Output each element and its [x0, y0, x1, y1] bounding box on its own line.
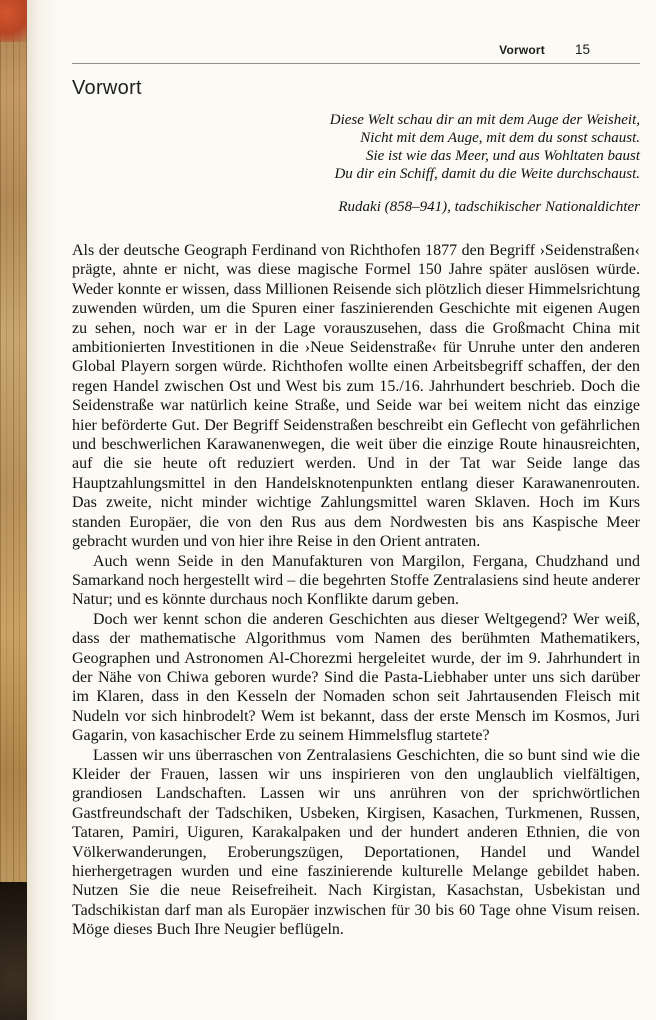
epigraph-attribution: Rudaki (858–941), tadschikischer Nationaldichter [338, 199, 640, 215]
chapter-title: Vorwort [72, 77, 142, 99]
paragraph: Doch wer kennt schon die anderen Geschichten aus dieser Weltgegend? Wer weiß, dass der mathematische Algorithmus vom Namen des berühmten Mathematikers, Geographen und Astronomen Al-Chorezmi hergeleitet wurde, der im 9. Jahrhundert in der Nähe von Chiwa geboren wurde? Sind die Pasta-Liebhaber unter uns sich darüber im Klaren, dass in den Kesseln der Nomaden schon seit Jahrtausenden Fleisch mit Nudeln vor sich hinbrodelt? Wem ist bekannt, dass der erste Mensch im Kosmos, Juri Gagarin, von kasachischer Erde zu seinem Himmelsflug startete? [72, 610, 640, 745]
running-head [72, 42, 640, 63]
epigraph-line: Du dir ein Schiff, damit du die Weite durchschaust. [334, 166, 640, 182]
paragraph: Auch wenn Seide in den Manufakturen von Margilon, Fergana, Chudzhand und Samarkand noch hergestellt wird – die begehrten Stoffe Zentralasiens sind heute anderer Natur; und es könnte durchaus noch Konflikte darum geben. [72, 552, 640, 609]
paragraph: Lassen wir uns überraschen von Zentralasiens Geschichten, die so bunt sind wie die Kleider der Frauen, lassen wir uns inspirieren von den unglaublich vielfältigen, grandiosen Landschaften. Lassen wir uns anrühren von der sprichwörtlichen Gastfreundschaft der Tadschiken, Usbeken, Kirgisen, Kasachen, Turkmenen, Russen, Tataren, Pamiri, Uiguren, Karakalpaken und der hundert anderen Ethnien, die von Völkerwanderungen, Eroberungszügen, Deportationen, Handel und Wandel hierhergetragen wurden und eine faszinierende kulturelle Melange gebildet haben. Nutzen Sie die neue Reisefreiheit. Nach Kirgistan, Kasachstan, Usbekistan und Tadschikistan darf man als Europäer inzwischen für 30 bis 60 Tage ohne Visum reisen. Möge dieses Buch Ihre Neugier beflügeln. [72, 746, 640, 939]
body-text [72, 241, 640, 940]
epigraph-line: Sie ist wie das Meer, und aus Wohltaten baust [365, 148, 640, 164]
page-number: 15 [574, 42, 590, 57]
paragraph: Als der deutsche Geograph Ferdinand von Richthofen 1877 den Begriff ›Seidenstraßen‹ prägte, ahnte er nicht, was diese magische Formel 150 Jahre später auslösen würde. Weder konnte er wissen, dass Millionen Reisende sich plötzlich dieser Himmelsrichtung zuwenden würden, um die Spuren einer faszinierenden Geschichte mit eigenen Augen zu sehen, noch war er in der Lage vorauszusehen, dass die Großmacht China mit ambitionierten Investitionen in die ›Neue Seidenstraße‹ für Unruhe unter den anderen Global Playern sorgen würde. Richthofen wollte einen Arbeitsbegriff schaffen, der den regen Handel zwischen Ost und West bis zum 15./16. Jahrhundert beschrieb. Doch die Seidenstraße war natürlich keine Straße, und Seide war bei weitem nicht das einzige hier beförderte Gut. Der Begriff Seidenstraßen beschreibt ein Geflecht von gefährlichen und beschwerlichen Karawanenwegen, die weit über die einzige Route hinausreichten, auf die sie heute oft reduziert werden. Und in der Tat war Seide lange das Hauptzahlungsmittel in den Handelsknotenpunkten entlang dieser Karawanenrouten. Das zweite, nicht minder wichtige Zahlungsmittel waren Sklaven. Hoch im Kurs standen Europäer, die von den Rus aus dem Nordwesten bis ans Kaspische Meer gebracht wurden und von hier ihre Reise in den Orient antraten. [72, 242, 640, 551]
page [27, 0, 656, 1020]
photo-fragment-top-left [0, 0, 30, 42]
header-rule [72, 63, 640, 64]
epigraph-line: Nicht mit dem Auge, mit dem du sonst schaust. [360, 130, 640, 146]
wood-texture-strip [0, 0, 27, 1020]
epigraph [72, 111, 640, 183]
running-head-label: Vorwort [499, 43, 545, 57]
epigraph-line: Diese Welt schau dir an mit dem Auge der Weisheit, [329, 112, 640, 128]
